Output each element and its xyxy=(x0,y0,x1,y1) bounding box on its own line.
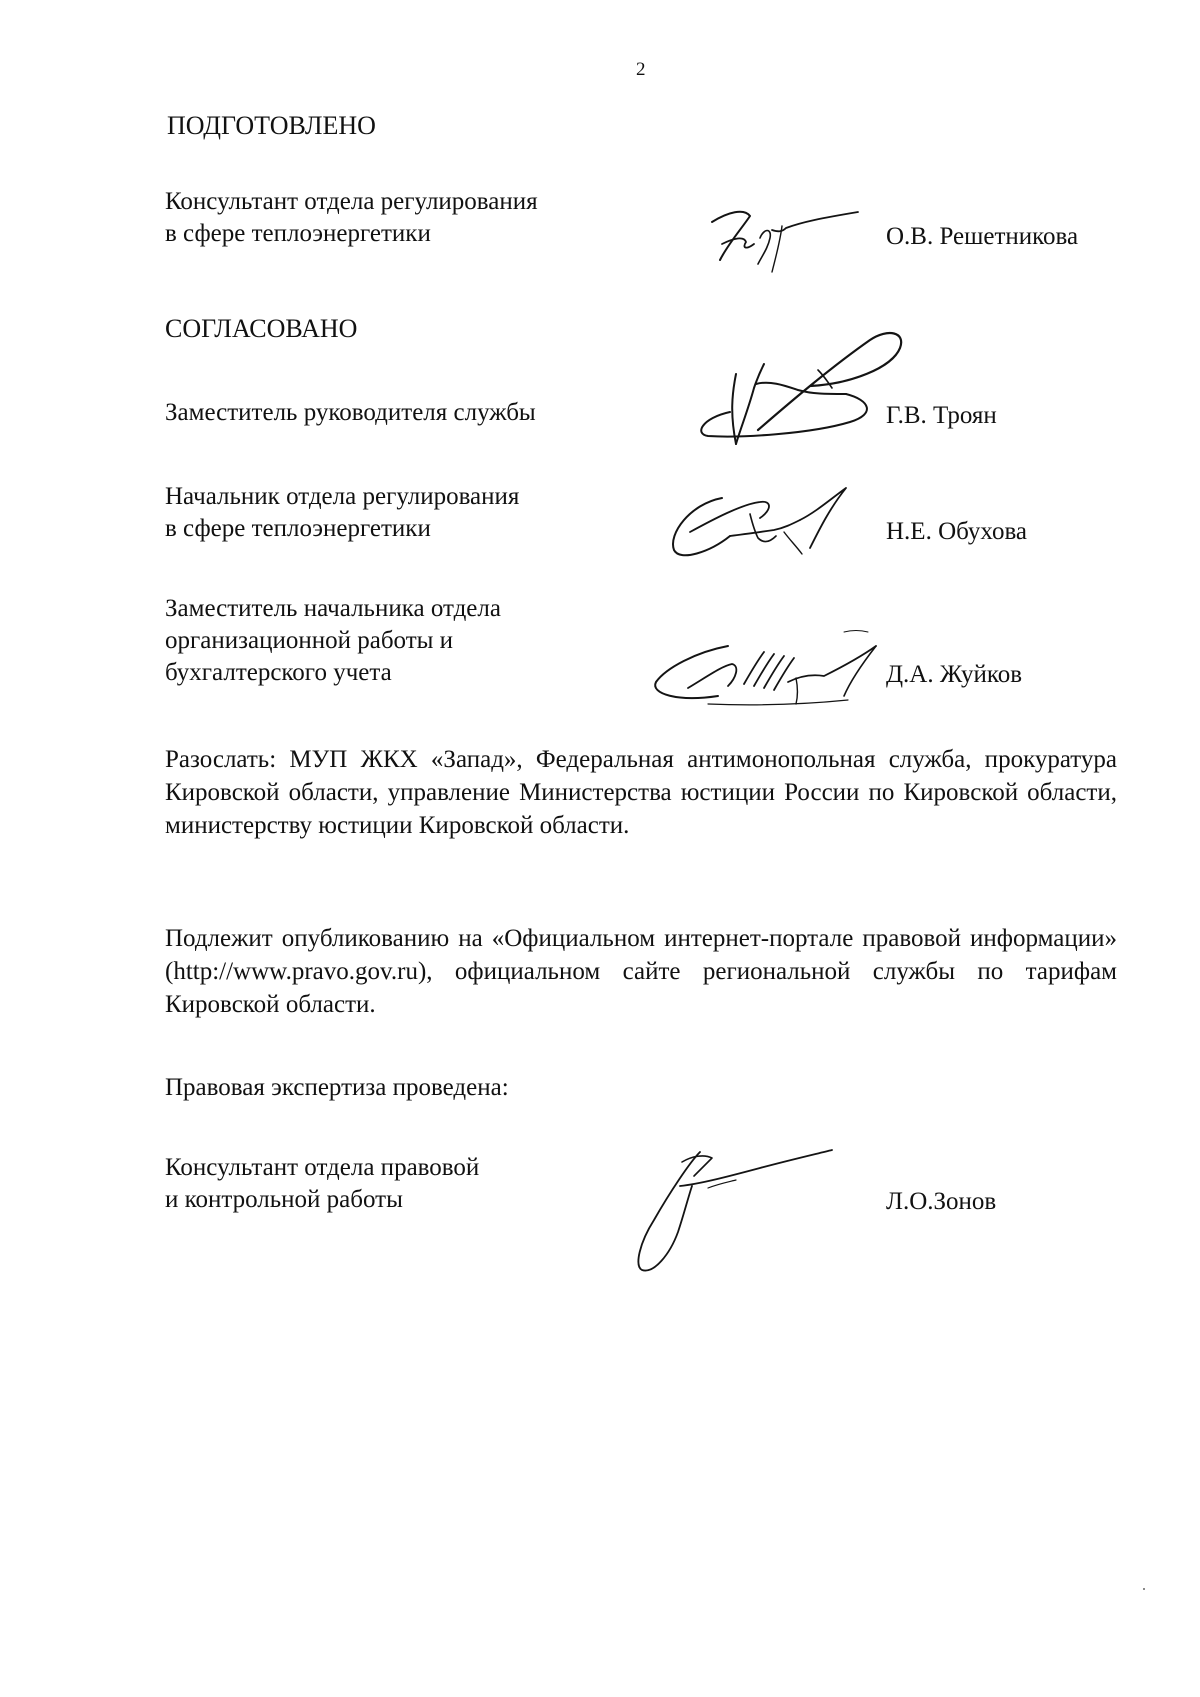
legal-review-position xyxy=(165,1152,479,1216)
page-number: 2 xyxy=(636,59,646,80)
position-line: в сфере теплоэнергетики xyxy=(165,515,431,542)
agreed-position xyxy=(165,481,519,545)
agreed-heading: СОГЛАСОВАНО xyxy=(165,314,358,343)
prepared-position xyxy=(165,186,538,250)
prepared-heading: ПОДГОТОВЛЕНО xyxy=(167,111,376,140)
signatory-name: Л.О.Зонов xyxy=(886,1188,997,1215)
position-line: в сфере теплоэнергетики xyxy=(165,220,431,247)
signature-zonov xyxy=(620,1142,840,1272)
position-line: бухгалтерского учета xyxy=(165,659,392,686)
agreed-position xyxy=(165,397,536,429)
position-line: организационной работы и xyxy=(165,627,454,654)
signature-troyan xyxy=(700,318,910,468)
distribution-text: Разослать: МУП ЖКХ «Запад», Федеральная антимонопольная служба, прокуратура Кировской области, управление Министерства юстиции России по Кировской области, министерству юстиции Кировской области. xyxy=(165,746,1117,839)
position-line: Заместитель начальника отдела xyxy=(165,595,501,622)
signatory-name: О.В. Решетникова xyxy=(886,223,1079,250)
legal-review-heading: Правовая экспертиза проведена: xyxy=(165,1074,509,1101)
position-line: Начальник отдела регулирования xyxy=(165,483,520,510)
signatory-name: Н.Е. Обухова xyxy=(886,518,1028,545)
position-line: Консультант отдела регулирования xyxy=(165,188,538,215)
position-line: и контрольной работы xyxy=(165,1186,403,1213)
signatory-name: Г.В. Троян xyxy=(886,402,997,429)
signature-reshetnikova xyxy=(702,198,862,278)
publication-text: Подлежит опубликованию на «Официальном интернет-портале правовой информации» (http://www.pravo.gov.ru), официальном сайте региональной службы по тарифам Кировской области. xyxy=(165,925,1117,1018)
signature-zhuikov xyxy=(648,632,888,712)
signatory-name: Д.А. Жуйков xyxy=(886,661,1023,688)
agreed-position xyxy=(165,593,501,689)
signature-obukhova xyxy=(660,484,860,564)
position-line: Консультант отдела правовой xyxy=(165,1154,480,1181)
position-line: Заместитель руководителя службы xyxy=(165,399,536,426)
scan-speck xyxy=(1143,1588,1145,1590)
